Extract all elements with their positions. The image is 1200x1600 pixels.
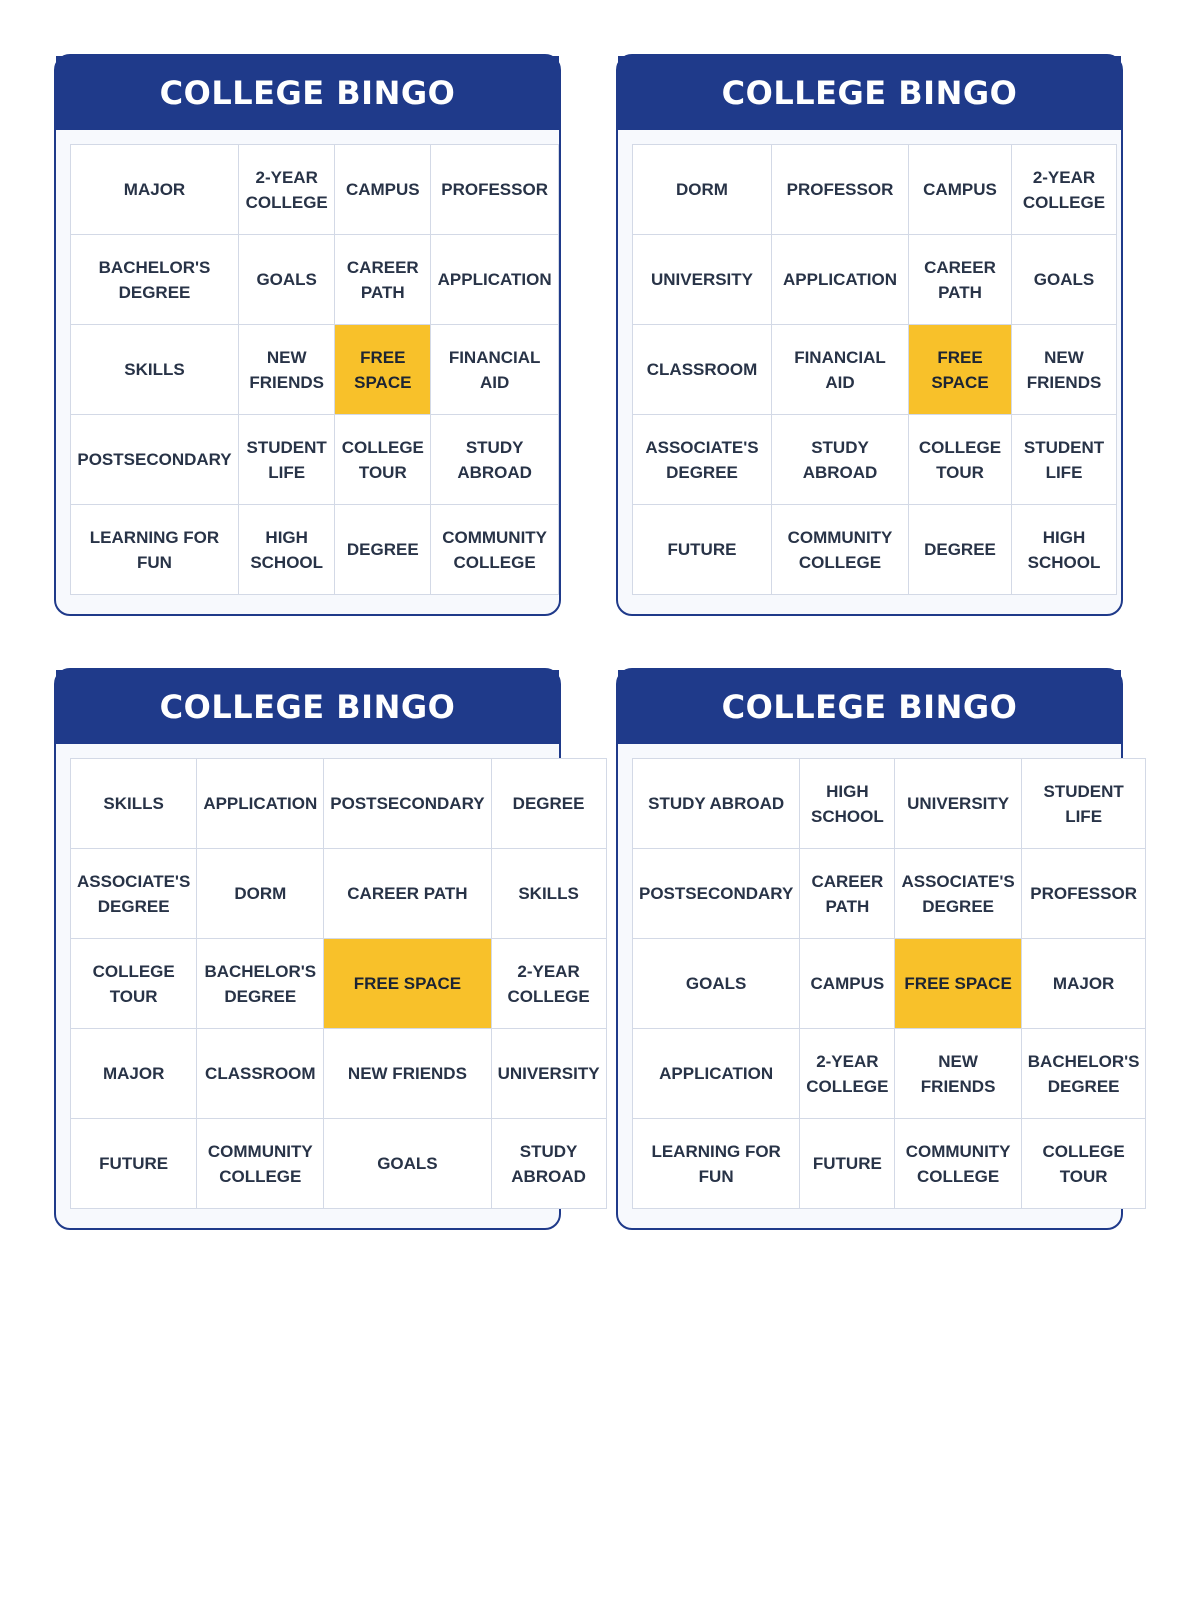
bingo-cell[interactable]: MAJOR: [71, 1029, 197, 1119]
bingo-card: [54, 54, 561, 616]
bingo-cell[interactable]: HIGH SCHOOL: [1012, 505, 1117, 595]
bingo-cell[interactable]: HIGH SCHOOL: [800, 759, 895, 849]
grid-row: [633, 325, 1117, 415]
bingo-cell[interactable]: COLLEGE TOUR: [1021, 1119, 1146, 1209]
grid-row: [633, 849, 1146, 939]
bingo-cell[interactable]: CAREER PATH: [800, 849, 895, 939]
bingo-cell[interactable]: UNIVERSITY: [633, 235, 772, 325]
grid-row: [71, 1029, 607, 1119]
free-space-cell[interactable]: FREE SPACE: [895, 939, 1021, 1029]
bingo-cell[interactable]: CLASSROOM: [197, 1029, 324, 1119]
bingo-cell[interactable]: NEW FRIENDS: [895, 1029, 1021, 1119]
bingo-cell[interactable]: FUTURE: [71, 1119, 197, 1209]
bingo-cell[interactable]: LEARNING FOR FUN: [633, 1119, 800, 1209]
grid-row: [71, 145, 559, 235]
grid-row: [71, 849, 607, 939]
bingo-cell[interactable]: STUDY ABROAD: [491, 1119, 606, 1209]
bingo-cell[interactable]: FUTURE: [633, 505, 772, 595]
free-space-cell[interactable]: FREE SPACE: [335, 325, 431, 415]
bingo-cell[interactable]: DORM: [197, 849, 324, 939]
bingo-cell[interactable]: MAJOR: [1021, 939, 1146, 1029]
bingo-cell[interactable]: STUDENT LIFE: [1021, 759, 1146, 849]
bingo-cell[interactable]: APPLICATION: [197, 759, 324, 849]
bingo-cell[interactable]: NEW FRIENDS: [239, 325, 335, 415]
bingo-card: [616, 54, 1123, 616]
bingo-cell[interactable]: BACHELOR'S DEGREE: [197, 939, 324, 1029]
bingo-cell[interactable]: 2-YEAR COLLEGE: [800, 1029, 895, 1119]
bingo-cell[interactable]: DORM: [633, 145, 772, 235]
bingo-cell[interactable]: HIGH SCHOOL: [239, 505, 335, 595]
bingo-cell[interactable]: BACHELOR'S DEGREE: [71, 235, 239, 325]
bingo-cell[interactable]: STUDY ABROAD: [431, 415, 559, 505]
bingo-cell[interactable]: CAMPUS: [800, 939, 895, 1029]
bingo-cell[interactable]: POSTSECONDARY: [633, 849, 800, 939]
bingo-cell[interactable]: STUDY ABROAD: [633, 759, 800, 849]
bingo-cell[interactable]: DEGREE: [335, 505, 431, 595]
bingo-cell[interactable]: COLLEGE TOUR: [909, 415, 1012, 505]
bingo-grid: [70, 144, 559, 595]
bingo-cell[interactable]: SKILLS: [491, 849, 606, 939]
grid-row: [633, 1029, 1146, 1119]
bingo-cell[interactable]: GOALS: [633, 939, 800, 1029]
bingo-cell[interactable]: ASSOCIATE'S DEGREE: [895, 849, 1021, 939]
bingo-cell[interactable]: PROFESSOR: [1021, 849, 1146, 939]
bingo-cell[interactable]: ASSOCIATE'S DEGREE: [71, 849, 197, 939]
grid-row: [633, 759, 1146, 849]
free-space-cell[interactable]: FREE SPACE: [909, 325, 1012, 415]
bingo-cell[interactable]: CAMPUS: [909, 145, 1012, 235]
free-space-cell[interactable]: FREE SPACE: [324, 939, 491, 1029]
bingo-cell[interactable]: NEW FRIENDS: [324, 1029, 491, 1119]
bingo-cell[interactable]: ASSOCIATE'S DEGREE: [633, 415, 772, 505]
bingo-cell[interactable]: CAREER PATH: [335, 235, 431, 325]
card-title: COLLEGE BINGO: [56, 56, 559, 130]
card-title: COLLEGE BINGO: [618, 56, 1121, 130]
grid-row: [633, 939, 1146, 1029]
bingo-cell[interactable]: SKILLS: [71, 759, 197, 849]
bingo-card: [54, 668, 600, 1230]
bingo-cell[interactable]: PROFESSOR: [431, 145, 559, 235]
grid-row: [71, 325, 559, 415]
bingo-cell[interactable]: APPLICATION: [633, 1029, 800, 1119]
bingo-cell[interactable]: BACHELOR'S DEGREE: [1021, 1029, 1146, 1119]
bingo-cell[interactable]: POSTSECONDARY: [71, 415, 239, 505]
bingo-cell[interactable]: 2-YEAR COLLEGE: [239, 145, 335, 235]
grid-row: [633, 505, 1117, 595]
bingo-cell[interactable]: COMMUNITY COLLEGE: [431, 505, 559, 595]
grid-row: [633, 415, 1117, 505]
bingo-cell[interactable]: COLLEGE TOUR: [335, 415, 431, 505]
bingo-grid: [632, 144, 1117, 595]
bingo-grid: [70, 758, 607, 1209]
bingo-cell[interactable]: MAJOR: [71, 145, 239, 235]
bingo-cell[interactable]: STUDENT LIFE: [239, 415, 335, 505]
grid-row: [633, 235, 1117, 325]
bingo-cell[interactable]: FUTURE: [800, 1119, 895, 1209]
bingo-cell[interactable]: UNIVERSITY: [491, 1029, 606, 1119]
bingo-cell[interactable]: LEARNING FOR FUN: [71, 505, 239, 595]
bingo-cell[interactable]: NEW FRIENDS: [1012, 325, 1117, 415]
bingo-cell[interactable]: 2-YEAR COLLEGE: [491, 939, 606, 1029]
bingo-cell[interactable]: COMMUNITY COLLEGE: [772, 505, 909, 595]
bingo-cell[interactable]: APPLICATION: [772, 235, 909, 325]
bingo-cell[interactable]: CLASSROOM: [633, 325, 772, 415]
bingo-cell[interactable]: UNIVERSITY: [895, 759, 1021, 849]
bingo-cell[interactable]: GOALS: [239, 235, 335, 325]
bingo-cell[interactable]: COLLEGE TOUR: [71, 939, 197, 1029]
bingo-cell[interactable]: FINANCIAL AID: [431, 325, 559, 415]
bingo-cell[interactable]: STUDENT LIFE: [1012, 415, 1117, 505]
bingo-cell[interactable]: CAREER PATH: [909, 235, 1012, 325]
grid-row: [71, 505, 559, 595]
bingo-cell[interactable]: SKILLS: [71, 325, 239, 415]
bingo-cell[interactable]: GOALS: [1012, 235, 1117, 325]
bingo-card: [616, 668, 1140, 1230]
bingo-cell[interactable]: COMMUNITY COLLEGE: [197, 1119, 324, 1209]
grid-row: [71, 759, 607, 849]
grid-row: [633, 145, 1117, 235]
bingo-cell[interactable]: DEGREE: [909, 505, 1012, 595]
grid-row: [71, 415, 559, 505]
bingo-cell[interactable]: FINANCIAL AID: [772, 325, 909, 415]
bingo-cell[interactable]: APPLICATION: [431, 235, 559, 325]
bingo-cell[interactable]: COMMUNITY COLLEGE: [895, 1119, 1021, 1209]
bingo-cell[interactable]: CAREER PATH: [324, 849, 491, 939]
bingo-cell[interactable]: PROFESSOR: [772, 145, 909, 235]
bingo-cell[interactable]: GOALS: [324, 1119, 491, 1209]
card-title: COLLEGE BINGO: [56, 670, 559, 744]
bingo-grid: [632, 758, 1146, 1209]
grid-row: [633, 1119, 1146, 1209]
bingo-cell[interactable]: DEGREE: [491, 759, 606, 849]
bingo-cell[interactable]: POSTSECONDARY: [324, 759, 491, 849]
grid-row: [71, 235, 559, 325]
grid-row: [71, 1119, 607, 1209]
bingo-cell[interactable]: CAMPUS: [335, 145, 431, 235]
card-title: COLLEGE BINGO: [618, 670, 1121, 744]
bingo-cell[interactable]: STUDY ABROAD: [772, 415, 909, 505]
grid-row: [71, 939, 607, 1029]
bingo-cell[interactable]: 2-YEAR COLLEGE: [1012, 145, 1117, 235]
